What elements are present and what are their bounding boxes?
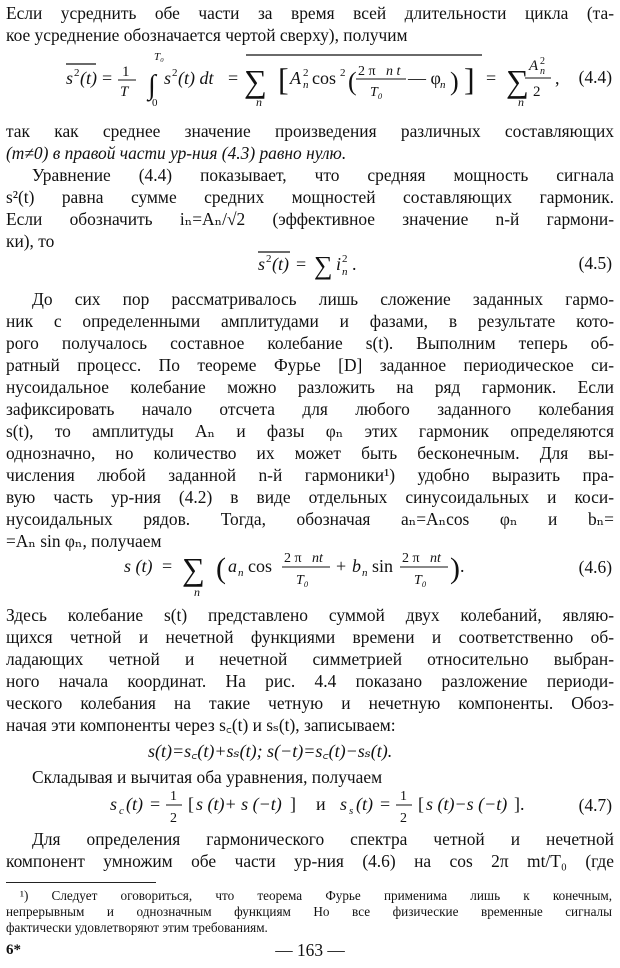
svg-text:s: s: [349, 805, 354, 817]
text-line: s(t), то амплитуды Aₙ и фазы φₙ этих гармоник определяются: [6, 421, 614, 441]
text-line: Уравнение (4.4) показывает, что средняя мощность сигнала: [32, 165, 614, 185]
svg-text:1: 1: [400, 789, 407, 804]
svg-text:2: 2: [400, 811, 407, 826]
page-number: — 163 —: [275, 940, 345, 960]
svg-text:T₀: T₀: [154, 51, 164, 63]
footnote-line: непрерывным и однозначным функциям Но все физические временные сигналы: [6, 904, 612, 919]
svg-text:]: ]: [290, 794, 296, 814]
text-line: кое усреднение обозначается чертой сверху), получим: [6, 25, 408, 45]
svg-text:(t): (t): [272, 254, 289, 274]
svg-text:b: b: [352, 556, 361, 576]
svg-text:[: [: [188, 794, 194, 814]
equation-4-4-rhs: [525, 44, 565, 110]
svg-text:n: n: [540, 66, 545, 77]
svg-text:∫: ∫: [148, 70, 156, 101]
text-line: ки), то: [6, 231, 55, 251]
svg-text:s (t)−s (−t): s (t)−s (−t): [426, 794, 508, 814]
svg-text:1: 1: [170, 789, 177, 804]
text-line: зафиксировать начало отсчета для любого заданного колебания: [6, 399, 614, 419]
svg-text:∑: ∑: [506, 63, 529, 99]
equation-number: (4.4): [578, 67, 612, 87]
svg-text:n: n: [362, 567, 368, 579]
svg-text:n: n: [194, 585, 200, 599]
text-line: рого получалось составное колебание s(t). Выполним теперь об-: [6, 333, 614, 353]
svg-text:.: .: [460, 556, 465, 576]
svg-text:1: 1: [122, 64, 130, 80]
svg-text:T₀: T₀: [414, 573, 427, 588]
svg-text:2: 2: [342, 253, 348, 265]
svg-text:a: a: [228, 556, 237, 576]
svg-text:[: [: [418, 794, 424, 814]
svg-text:=: =: [486, 68, 497, 88]
svg-text:=: =: [380, 794, 391, 814]
svg-text:i: i: [336, 254, 342, 274]
svg-text:(t): (t): [356, 794, 373, 814]
svg-text:(: (: [348, 67, 357, 96]
text-line: числения любой заданной n-й гармоники¹) удобно выразить пра-: [6, 465, 614, 485]
text-line: Если усреднить обе части за время всей длительности цикла (та-: [6, 3, 614, 23]
svg-text:s: s: [258, 254, 266, 274]
svg-text:2: 2: [266, 253, 272, 265]
svg-text:cos: cos: [248, 556, 272, 576]
svg-text:nt: nt: [312, 551, 323, 566]
svg-text:2 π: 2 π: [358, 64, 376, 79]
svg-text:s (t): s (t): [124, 556, 153, 576]
text-line: ного начала координат. На рис. 4.4 показано разложение периоди-: [6, 671, 614, 691]
svg-text:n t: n t: [386, 64, 401, 79]
text-line: До сих пор рассматривалось лишь сложение заданных гармо-: [32, 289, 614, 309]
svg-text:— φ: — φ: [408, 68, 441, 88]
svg-text:s: s: [66, 68, 74, 88]
svg-text:].: ].: [514, 794, 525, 814]
svg-text:2: 2: [74, 67, 80, 79]
svg-text:n: n: [238, 567, 244, 579]
svg-text:(t) dt: (t) dt: [178, 68, 214, 88]
footnote-rule: [6, 882, 156, 883]
text-line: однозначно, но количество их может быть бесконечным. Для вы-: [6, 443, 614, 463]
equation-parity: s(t)=s꜀(t)+sₛ(t); s(−t)=s꜀(t)−sₛ(t).: [148, 741, 393, 761]
svg-text:+: +: [336, 556, 347, 576]
text-line: ческого колебания на такие четную и нечетную компоненты. Обоз-: [6, 693, 614, 713]
text-line: начая эти компоненты через s꜀(t) и sₛ(t), записываем:: [6, 715, 396, 735]
svg-text:2: 2: [303, 67, 309, 79]
svg-text:n: n: [518, 95, 524, 109]
text-line: нусоидальное колебание можно разложить на ряд гармоник. Если: [6, 377, 614, 397]
svg-text:.: .: [352, 254, 357, 274]
svg-text:∑: ∑: [244, 63, 267, 99]
svg-text:2: 2: [533, 84, 541, 100]
text-line: щихся четной и нечетной функциями времени и соответственно об-: [6, 627, 614, 647]
svg-text:(t): (t): [126, 794, 143, 814]
text-line: компонент умножим обе части ур-ния (4.6) на cos 2π mt/T₀ (где: [6, 851, 614, 871]
svg-text:n: n: [440, 79, 446, 91]
text-line: =Aₙ sin φₙ, получаем: [6, 531, 162, 551]
svg-text:s: s: [340, 794, 348, 814]
equation-4-7: [110, 784, 530, 830]
text-line: Для определения гармонического спектра четной и нечетной: [32, 829, 614, 849]
svg-text:sin: sin: [372, 556, 394, 576]
text-line: ладающих четной и нечетной симметрией относительно выбран-: [6, 649, 614, 669]
svg-text:∑: ∑: [314, 251, 333, 280]
svg-text:(: (: [216, 552, 226, 585]
svg-text:T₀: T₀: [370, 85, 383, 100]
svg-text:2: 2: [170, 811, 177, 826]
equation-4-5: [250, 244, 380, 284]
svg-text:n: n: [342, 266, 348, 278]
text-line: вую часть ур-ния (4.2) в виде отдельных синусоидальных и коси-: [6, 487, 614, 507]
svg-text:T: T: [120, 84, 129, 100]
svg-text:): ): [450, 552, 460, 585]
text-line: Складывая и вычитая оба уравнения, получаем: [32, 767, 383, 787]
equation-number: (4.5): [578, 253, 612, 273]
footnote-line: ¹) Следует оговориться, что теорема Фурье применима лишь к конечным,: [20, 888, 612, 903]
svg-text:2 π: 2 π: [402, 551, 420, 566]
svg-text:s (t)+ s (−t): s (t)+ s (−t): [196, 794, 282, 814]
svg-text:∑: ∑: [182, 551, 205, 587]
svg-text:2 π: 2 π: [284, 551, 302, 566]
text-line: Здесь колебание s(t) представлено суммой двух колебаний, являю-: [6, 605, 614, 625]
text-line: ник с определенными амплитудами и фазами, в результате кото-: [6, 311, 614, 331]
text-line: Если обозначить iₙ=Aₙ/√2 (эффективное значение n-й гармони-: [6, 209, 614, 229]
svg-text:s: s: [164, 68, 172, 88]
svg-text:=: =: [102, 68, 113, 88]
svg-text:]: ]: [464, 61, 475, 97]
text-line: s²(t) равна сумме средних мощностей составляющих гармоник.: [6, 187, 614, 207]
svg-text:n: n: [303, 79, 309, 91]
text-line: ратный процесс. По теореме Фурье [D] заданное периодическое си-: [6, 355, 614, 375]
equation-4-4: [60, 44, 560, 110]
svg-text:=: =: [162, 556, 173, 576]
signature-mark: 6*: [6, 942, 21, 958]
svg-text:=: =: [228, 68, 239, 88]
svg-text:,: ,: [555, 68, 560, 88]
footnote-line: фактически удовлетворяют этим требованиям.: [6, 920, 268, 935]
svg-text:n: n: [256, 95, 262, 109]
equation-number: (4.6): [578, 557, 612, 577]
svg-text:2: 2: [340, 67, 346, 79]
svg-text:s: s: [110, 794, 118, 814]
svg-text:): ): [450, 67, 459, 96]
text-line: так как среднее значение произведения различных составляющих: [6, 121, 614, 141]
equation-number: (4.7): [578, 795, 612, 815]
svg-text:(t): (t): [80, 68, 97, 88]
equation-4-6: [124, 540, 464, 604]
svg-text:0: 0: [152, 97, 158, 109]
svg-text:=: =: [296, 254, 307, 274]
svg-text:[: [: [278, 61, 289, 97]
svg-text:cos: cos: [312, 68, 336, 88]
svg-text:nt: nt: [430, 551, 441, 566]
text-line: (m≠0) в правой части ур-ния (4.3) равно нулю.: [6, 143, 347, 163]
svg-text:=: =: [150, 794, 161, 814]
svg-text:T₀: T₀: [296, 573, 309, 588]
svg-text:A: A: [290, 68, 301, 88]
svg-text:2: 2: [172, 67, 178, 79]
svg-text:c: c: [119, 805, 124, 817]
text-line: нусоидальных рядов. Тогда, обозначая aₙ=Aₙcos φₙ и bₙ=: [6, 509, 614, 529]
svg-text:A: A: [529, 58, 539, 74]
svg-text:2: 2: [540, 56, 545, 67]
svg-text:и: и: [316, 794, 326, 814]
